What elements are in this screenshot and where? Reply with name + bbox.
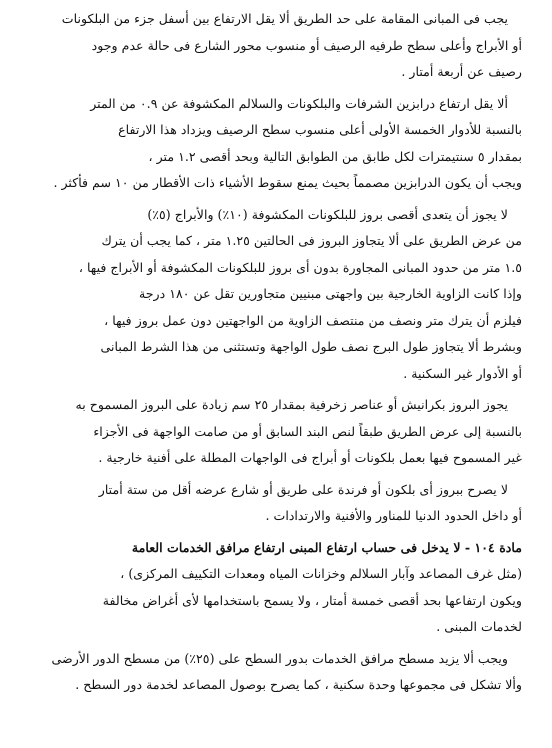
paragraph-balcony-prohibition xyxy=(46,477,522,530)
paragraph-max-projection xyxy=(46,202,522,388)
text-line: أو الأبراج وأعلى سطح طرفيه الرصيف أو منسوب محور الشارع فى حالة عدم وجود xyxy=(91,37,522,53)
text-line: بالنسبة إلى عرض الطريق طبقاً لنص البند السابق أو من صامت الواجهة فى الأجزاء xyxy=(93,423,522,439)
text-line: ويكون ارتفاعها بحد أقصى خمسة أمتار ، ولا يسمح باستخدامها لأى أغراض مخالفة xyxy=(102,592,522,608)
text-line: ألا يقل ارتفاع درابزين الشرفات والبلكونات والسلالم المكشوفة عن ٠.٩ من المتر xyxy=(90,95,508,111)
text-line: ١.٥ متر من حدود المبانى المجاورة بدون أى بروز للبلكونات المكشوفة أو الأبراج فيها ، xyxy=(78,259,522,275)
article-heading-line: مادة ١٠٤ - لا يدخل فى حساب ارتفاع المبنى ارتفاع مرافق الخدمات العامة xyxy=(131,539,522,555)
paragraph-cornice-projection xyxy=(46,392,522,472)
text-line: يجوز البروز بكرانيش أو عناصر زخرفية بمقدار ٢٥ سم زيادة على البروز المسموح به xyxy=(75,397,508,412)
document-body xyxy=(46,6,522,704)
paragraph-building-clearance xyxy=(46,6,522,86)
text-line: وألا تشكل فى مجموعها وحدة سكنية ، كما يصرح بوصول المصاعد لخدمة دور السطح . xyxy=(75,677,522,692)
text-line: فيلزم أن يترك متر ونصف من منتصف الزاوية من الواجهتين دون عمل بروز فيها ، xyxy=(104,312,522,328)
text-line: ويجب أن يكون الدرابزين مصمماً بحيث يمنع سقوط الأشياء ذات الأقطار من ١٠ سم فأكثر . xyxy=(53,175,522,190)
text-line: لا يصرح ببروز أى بلكون أو فرندة على طريق أو شارع عرضه أقل من ستة أمتار xyxy=(98,481,508,497)
text-line: ويجب ألا يزيد مسطح مرافق الخدمات بدور السطح على (٢٥٪) من مسطح الدور الأرضى xyxy=(51,650,508,666)
text-line: لا يجوز أن يتعدى أقصى بروز للبلكونات المكشوفة (١٠٪) والأبراج (٥٪) xyxy=(147,206,508,222)
paragraph-article-104 xyxy=(46,535,522,641)
text-line: يجب فى المبانى المقامة على حد الطريق ألا يقل الارتفاع بين أسفل جزء من البلكونات xyxy=(61,11,508,26)
text-line: رصيف عن أربعة أمتار . xyxy=(401,64,522,79)
text-line: بالنسبة للأدوار الخمسة الأولى أعلى منسوب سطح الرصيف ويزداد هذا الارتفاع xyxy=(118,122,522,137)
text-line: غير المسموح فيها بعمل بلكونات أو أبراج فى الواجهات المطلة على أفنية خارجية . xyxy=(98,450,522,465)
paragraph-roof-services-area xyxy=(46,646,522,699)
text-line: من عرض الطريق على ألا يتجاوز البروز فى الحالتين ١.٢٥ متر ، كما يجب أن يترك xyxy=(101,233,522,248)
paragraph-balustrade-height xyxy=(46,91,522,197)
text-line: بمقدار ٥ سنتيمترات لكل طابق من الطوابق التالية وبحد أقصى ١.٢ متر ، xyxy=(148,148,522,164)
text-line: (مثل غرف المصاعد وآبار السلالم وخزانات المياه ومعدات التكييف المركزى) ، xyxy=(120,566,522,581)
text-line: وإذا كانت الزاوية الخارجية بين واجهتى مبنيين متجاورين تقل عن ١٨٠ درجة xyxy=(139,286,522,301)
text-line: وبشرط ألا يتجاوز طول البرج نصف طول الواجهة وتستثنى من هذا الشرط المبانى xyxy=(100,339,522,354)
text-line: لخدمات المبنى . xyxy=(436,619,522,634)
text-line: أو الأدوار غير السكنية . xyxy=(403,365,522,381)
text-line: أو داخل الحدود الدنيا للمناور والأفنية والارتدادات . xyxy=(265,508,522,523)
